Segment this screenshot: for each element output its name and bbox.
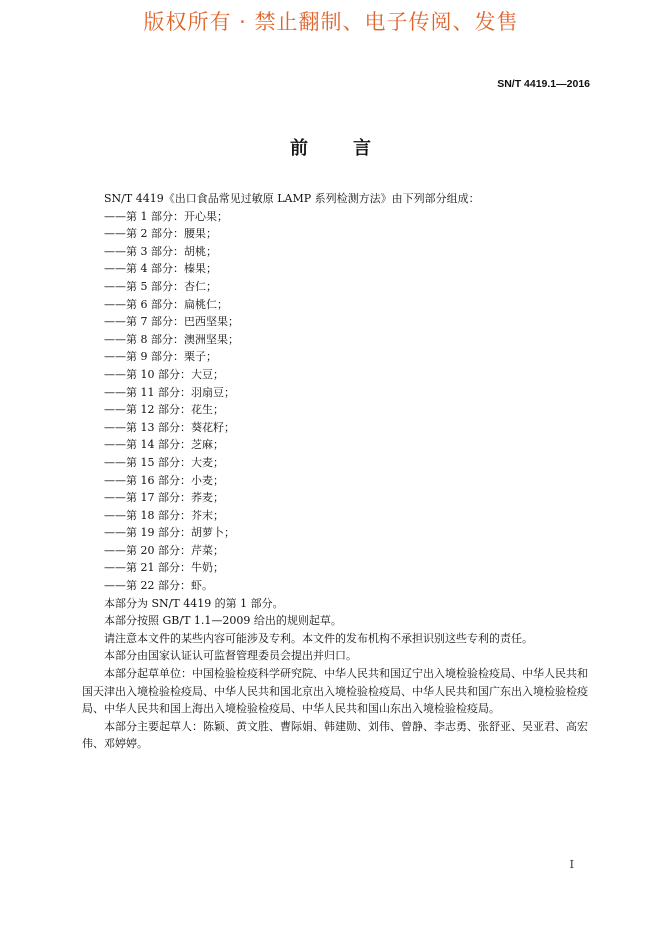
list-item: ——第 8 部分：澳洲坚果； <box>104 332 239 346</box>
title-char-2: 言 <box>353 138 372 159</box>
list-item: ——第 1 部分：开心果； <box>104 209 228 223</box>
drafting-rules: 本部分按照 GB/T 1.1—2009 给出的规则起草。 <box>104 614 342 628</box>
standard-code: SN/T 4419.1—2016 <box>497 78 590 90</box>
list-item: ——第 19 部分：胡萝卜； <box>104 526 235 540</box>
list-item: ——第 10 部分：大豆； <box>104 367 224 381</box>
patent-notice: 请注意本文件的某些内容可能涉及专利。本文件的发布机构不承担识别这些专利的责任。 <box>104 631 533 645</box>
list-item: ——第 13 部分：葵花籽； <box>104 420 235 434</box>
list-item: ——第 18 部分：芥末； <box>104 508 224 522</box>
foreword-body <box>82 190 592 753</box>
page-title <box>0 134 662 160</box>
list-item: ——第 6 部分：扁桃仁； <box>104 297 228 311</box>
list-item: ——第 5 部分：杏仁； <box>104 279 217 293</box>
parts-list <box>82 208 592 595</box>
list-item: ——第 9 部分：栗子； <box>104 350 217 364</box>
proposer-statement: 本部分由国家认证认可监督管理委员会提出并归口。 <box>104 649 357 663</box>
list-item: ——第 17 部分：荞麦； <box>104 491 224 505</box>
list-item: ——第 20 部分：芹菜； <box>104 543 224 557</box>
list-item: ——第 4 部分：榛果； <box>104 262 217 276</box>
list-item: ——第 7 部分：巴西坚果； <box>104 315 239 329</box>
drafters: 本部分主要起草人：陈颖、黄文胜、曹际娟、韩建勋、刘伟、曾静、李志勇、张舒亚、吴亚君、高宏伟、邓婷婷。 <box>82 719 588 751</box>
list-item: ——第 2 部分：腰果； <box>104 227 217 241</box>
list-item: ——第 21 部分：牛奶； <box>104 561 224 575</box>
list-item: ——第 22 部分：虾。 <box>104 579 213 593</box>
page-number: I <box>569 858 574 871</box>
list-item: ——第 11 部分：羽扇豆； <box>104 385 235 399</box>
intro-paragraph: SN/T 4419《出口食品常见过敏原 LAMP 系列检测方法》由下列部分组成： <box>104 192 480 205</box>
part-statement: 本部分为 SN/T 4419 的第 1 部分。 <box>104 596 284 610</box>
list-item: ——第 3 部分：胡桃； <box>104 244 217 258</box>
copyright-banner: 版权所有 · 禁止翻制、电子传阅、发售 <box>143 10 519 34</box>
list-item: ——第 15 部分：大麦； <box>104 455 224 469</box>
list-item: ——第 14 部分：芝麻； <box>104 438 224 452</box>
list-item: ——第 16 部分：小麦； <box>104 473 224 487</box>
drafting-units: 本部分起草单位：中国检验检疫科学研究院、中华人民共和国辽宁出入境检验检疫局、中华人民共和国天津出入境检验检疫局、中华人民共和国北京出入境检验检疫局、中华人民共和国广东出入境检验检疫局、中华人民共和国上海出入境检验检疫局、中华人民共和国山东出入境检验检疫局。 <box>82 667 588 716</box>
title-char-1: 前 <box>290 138 309 159</box>
list-item: ——第 12 部分：花生； <box>104 403 224 417</box>
